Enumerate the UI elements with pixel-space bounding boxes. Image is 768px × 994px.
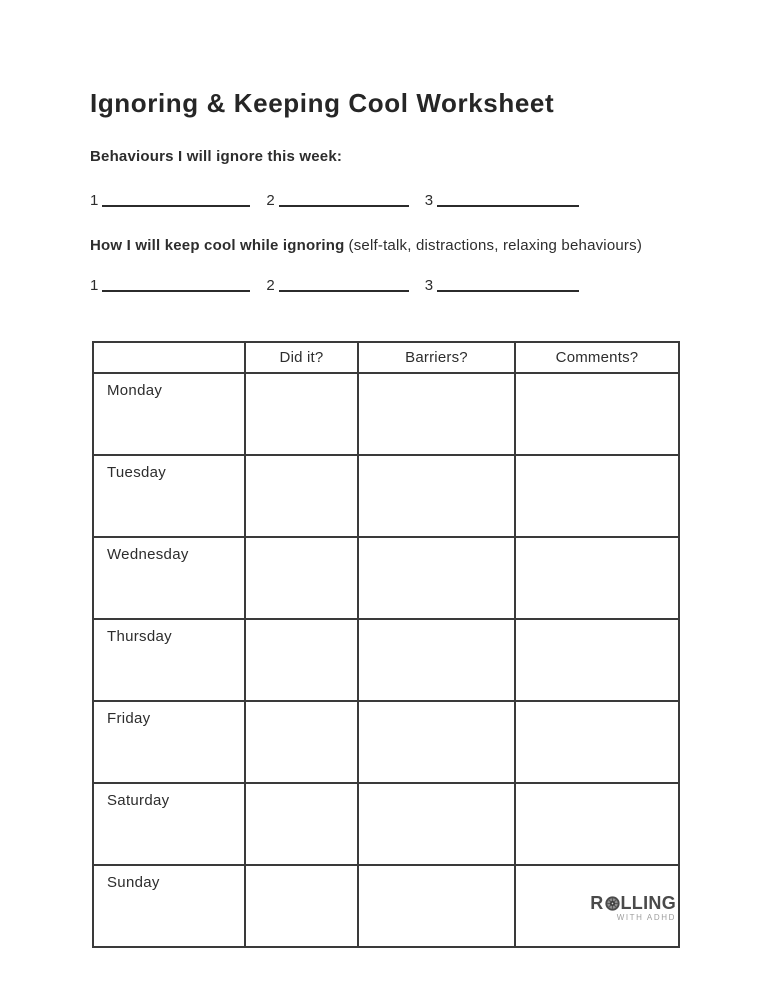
comments-cell [515, 537, 679, 619]
day-label: Friday [93, 701, 245, 783]
day-label: Thursday [93, 619, 245, 701]
blank-field-1 [90, 278, 250, 293]
table-header-row [93, 342, 679, 373]
keep-cool-section-heading [90, 237, 642, 254]
comments-cell [515, 455, 679, 537]
wheel-icon [605, 896, 620, 911]
barriers-cell [358, 455, 515, 537]
day-label: Saturday [93, 783, 245, 865]
blank-number: 3 [424, 192, 434, 209]
blank-line [102, 289, 250, 292]
logo-brand-end: LLING [620, 893, 676, 913]
table-row-wednesday [93, 537, 679, 619]
day-label: Sunday [93, 865, 245, 947]
page-title: Ignoring & Keeping Cool Worksheet [90, 88, 555, 118]
did-it-cell [245, 619, 358, 701]
keep-cool-blanks-row [90, 273, 595, 293]
blank-field-3 [425, 278, 579, 293]
blank-number: 2 [266, 277, 275, 294]
ignore-section-heading: Behaviours I will ignore this week: [90, 148, 343, 165]
table-row-tuesday [93, 455, 679, 537]
day-label: Monday [93, 373, 245, 455]
comments-cell [515, 701, 679, 783]
column-header-barriers: Barriers? [358, 342, 515, 373]
did-it-cell [245, 455, 358, 537]
blank-number: 1 [90, 192, 99, 209]
blank-line [279, 204, 409, 207]
blank-field-3 [425, 193, 579, 208]
table-row-thursday [93, 619, 679, 701]
barriers-cell [358, 783, 515, 865]
barriers-cell [358, 537, 515, 619]
table-row-friday [93, 701, 679, 783]
blank-line [437, 289, 579, 292]
barriers-cell [358, 373, 515, 455]
blank-field-1 [90, 193, 250, 208]
barriers-cell [358, 619, 515, 701]
comments-cell [515, 373, 679, 455]
blank-number: 2 [266, 192, 275, 209]
column-header-comments: Comments? [515, 342, 679, 373]
did-it-cell [245, 537, 358, 619]
blank-line [102, 204, 250, 207]
corner-cell [93, 342, 245, 373]
keep-cool-heading-bold: How I will keep cool while ignoring [90, 237, 345, 254]
blank-number: 3 [424, 277, 434, 294]
blank-number: 1 [90, 277, 99, 294]
comments-cell [515, 619, 679, 701]
blank-line [437, 204, 579, 207]
ignore-blanks-row [90, 188, 595, 208]
table-row-saturday [93, 783, 679, 865]
did-it-cell [245, 783, 358, 865]
rolling-with-adhd-logo [92, 894, 676, 922]
day-label: Wednesday [93, 537, 245, 619]
blank-line [279, 289, 409, 292]
day-label: Tuesday [93, 455, 245, 537]
did-it-cell [245, 701, 358, 783]
column-header-did-it: Did it? [245, 342, 358, 373]
table-row-monday [93, 373, 679, 455]
blank-field-2 [266, 278, 408, 293]
barriers-cell [358, 701, 515, 783]
comments-cell [515, 783, 679, 865]
blank-field-2 [266, 193, 408, 208]
did-it-cell [245, 373, 358, 455]
keep-cool-heading-note: (self-talk, distractions, relaxing behaviours) [348, 237, 643, 254]
logo-brand [590, 894, 676, 912]
logo-tagline: WITH ADHD [616, 913, 676, 922]
weekly-tracking-table [92, 341, 680, 948]
logo-brand-start: R [590, 893, 604, 913]
